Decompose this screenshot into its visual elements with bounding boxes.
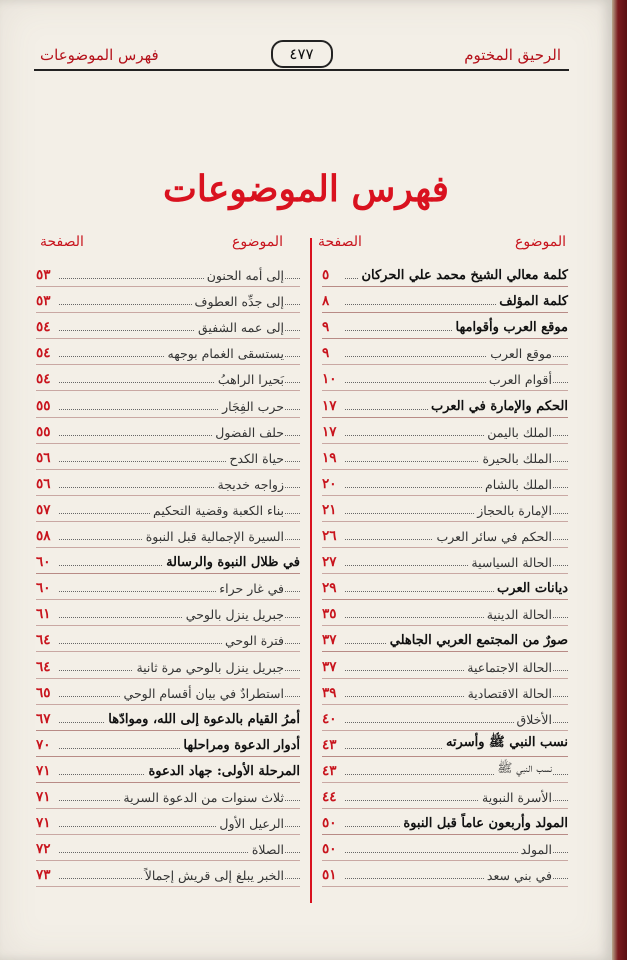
toc-entry-title: الحكم في سائر العرب (433, 529, 552, 544)
toc-entry-title: الملك بالحيرة (479, 451, 552, 466)
toc-entry-page: ٧١ (36, 789, 58, 805)
toc-entry-page: ٤٤ (322, 789, 344, 805)
toc-entry-title: أمرُ القيام بالدعوة إلى الله، وموادّها (105, 712, 300, 727)
toc-entry-page: ٥٧ (36, 502, 58, 518)
toc-entry (322, 314, 568, 340)
toc-entry-page: ١٧ (322, 398, 344, 414)
toc-entry-title: إلى عمه الشفيق (195, 320, 284, 335)
row-rule (36, 860, 300, 861)
toc-entry-title: المرحلة الأولى: جهاد الدعوة (145, 764, 300, 779)
page-number: ٤٧٧ (271, 40, 333, 68)
toc-entry-title: المولد وأربعون عاماً قبل النبوة (400, 816, 568, 831)
row-rule (36, 417, 300, 418)
toc-entry (322, 862, 568, 888)
row-rule (36, 625, 300, 626)
toc-entry-page: ٥٦ (36, 476, 58, 492)
toc-entry (322, 575, 568, 601)
toc-entry (36, 419, 300, 445)
toc-entry-page: ٣٩ (322, 685, 344, 701)
row-rule (322, 704, 568, 705)
toc-entry-title: الملك بالشام (482, 477, 552, 492)
running-header (34, 40, 569, 74)
toc-entry-page: ٥٥ (36, 424, 58, 440)
toc-entry-page: ١٧ (322, 424, 344, 440)
toc-entry (322, 732, 568, 758)
row-rule (36, 756, 300, 757)
toc-entry-title: بَحيرا الراهبُ (215, 372, 284, 387)
left-page-header: الصفحة (40, 234, 84, 250)
toc-entry-title: الحالة الاجتماعية (464, 660, 552, 675)
toc-entry-page: ٥٣ (36, 293, 58, 309)
toc-entry (322, 497, 568, 523)
row-rule (36, 704, 300, 705)
toc-entry-title: إلى جدِّه العطوف (192, 294, 284, 309)
toc-entry-title: فترة الوحي (222, 633, 284, 648)
toc-entry-page: ٩ (322, 319, 344, 335)
toc-entry-page: ٢٧ (322, 554, 344, 570)
toc-entry-title: الإمارة بالحجاز (474, 503, 552, 518)
toc-entry-title: الملك باليمن (484, 425, 552, 440)
page-title: فهرس الموضوعات (162, 168, 450, 210)
left-topic-header: الموضوع (232, 234, 283, 250)
row-rule (36, 547, 300, 548)
row-rule (322, 651, 568, 652)
toc-entry-page: ٨ (322, 293, 344, 309)
toc-entry-title: في بني سعد (484, 868, 552, 883)
toc-entry-title: إلى أمه الحنون (204, 268, 284, 283)
toc-entry (322, 445, 568, 471)
toc-entry-title: استطرادٌ في بيان أقسام الوحي (121, 686, 284, 701)
row-rule (322, 312, 568, 313)
toc-entry-title: الأخلاق (514, 712, 553, 727)
toc-entry (36, 862, 300, 888)
toc-entry-title: الأسرة النبوية (479, 790, 552, 805)
toc-entry (36, 784, 300, 810)
row-rule (36, 678, 300, 679)
toc-entry-page: ٥ (322, 267, 344, 283)
book-edge (612, 0, 627, 960)
toc-entry-title: زواجه خديجة (215, 477, 285, 492)
row-rule (36, 651, 300, 652)
toc-entry-page: ٥٣ (36, 267, 58, 283)
toc-entry (36, 836, 300, 862)
toc-entry (322, 627, 568, 653)
row-rule (36, 495, 300, 496)
row-rule (322, 338, 568, 339)
row-rule (322, 286, 568, 287)
toc-entry (322, 810, 568, 836)
row-rule (36, 469, 300, 470)
toc-entry (322, 706, 568, 732)
toc-entry (36, 471, 300, 497)
toc-entry-title: حرب الفِجَار (219, 399, 284, 414)
toc-entry-page: ٥٤ (36, 371, 58, 387)
toc-entry-page: ١٩ (322, 450, 344, 466)
toc-entry-page: ٥٦ (36, 450, 58, 466)
row-rule (322, 886, 568, 887)
right-page-header: الصفحة (318, 234, 362, 250)
toc-entry (36, 288, 300, 314)
toc-entry-title: ثلاث سنوات من الدعوة السرية (120, 790, 284, 805)
row-rule (322, 417, 568, 418)
toc-entry-title: السيرة الإجمالية قبل النبوة (143, 529, 284, 544)
toc-entry (36, 810, 300, 836)
row-rule (322, 495, 568, 496)
toc-entry-page: ٢٦ (322, 528, 344, 544)
toc-entry (322, 392, 568, 418)
row-rule (36, 312, 300, 313)
header-rule (34, 69, 569, 71)
toc-entry (36, 653, 300, 679)
toc-entry-title: جبريل ينزل بالوحي (183, 607, 284, 622)
toc-entry-page: ٦٤ (36, 632, 58, 648)
row-rule (36, 521, 300, 522)
row-rule (36, 364, 300, 365)
toc-entry-page: ٦٧ (36, 711, 58, 727)
row-rule (36, 338, 300, 339)
row-rule (322, 521, 568, 522)
row-rule (36, 886, 300, 887)
toc-entry-title: يستسقى الغمام بوجهه (165, 346, 284, 361)
toc-entry (36, 340, 300, 366)
toc-entry (36, 549, 300, 575)
toc-right-column (322, 262, 568, 888)
toc-entry-page: ٥٤ (36, 345, 58, 361)
toc-entry-title: جبريل ينزل بالوحي مرة ثانية (133, 660, 284, 675)
toc-entry (322, 549, 568, 575)
toc-entry-page: ١٠ (322, 371, 344, 387)
toc-entry-page: ٦٠ (36, 580, 58, 596)
toc-entry-page: ٦٤ (36, 659, 58, 675)
row-rule (322, 678, 568, 679)
toc-entry-title: الرعيل الأول (216, 816, 284, 831)
toc-entry-title: الحكم والإمارة في العرب (428, 399, 568, 414)
toc-entry (36, 680, 300, 706)
toc-entry-page: ٧١ (36, 815, 58, 831)
toc-entry (322, 523, 568, 549)
toc-entry-title: الحالة الدينية (484, 607, 552, 622)
toc-entry (322, 758, 568, 784)
toc-entry (322, 784, 568, 810)
toc-entry (36, 445, 300, 471)
toc-entry (322, 653, 568, 679)
row-rule (322, 469, 568, 470)
toc-entry (36, 601, 300, 627)
row-rule (322, 390, 568, 391)
toc-entry-page: ٧٠ (36, 737, 58, 753)
toc-entry (322, 836, 568, 862)
book-title: الرحيق المختوم (464, 46, 561, 64)
section-title: فهرس الموضوعات (40, 46, 159, 64)
toc-entry-page: ٣٥ (322, 606, 344, 622)
toc-entry-page: ٩ (322, 345, 344, 361)
toc-entry-page: ٧٢ (36, 841, 58, 857)
row-rule (36, 730, 300, 731)
row-rule (322, 756, 568, 757)
toc-entry-page: ٤٣ (322, 737, 344, 753)
toc-entry-page: ٦١ (36, 606, 58, 622)
toc-entry (36, 732, 300, 758)
row-rule (36, 599, 300, 600)
toc-entry-title: الخبر يبلغ إلى قريش إجمالاً (142, 868, 284, 883)
toc-entry-page: ٥٨ (36, 528, 58, 544)
toc-entry-page: ٥٤ (36, 319, 58, 335)
toc-entry-title: نسب النبي ﷺ (494, 760, 552, 779)
row-rule (322, 443, 568, 444)
toc-entry-page: ٥٠ (322, 841, 344, 857)
toc-entry-page: ٢١ (322, 502, 344, 518)
row-rule (36, 390, 300, 391)
toc-entry-title: كلمة معالي الشيخ محمد علي الحركان (358, 268, 568, 283)
toc-entry-page: ٦٥ (36, 685, 58, 701)
toc-entry (322, 680, 568, 706)
toc-entry-title: أدوار الدعوة ومراحلها (180, 738, 300, 753)
toc-entry-page: ٣٧ (322, 659, 344, 675)
toc-entry-title: ديانات العرب (494, 581, 568, 596)
toc-entry (36, 706, 300, 732)
toc-entry (322, 262, 568, 288)
toc-entry (36, 497, 300, 523)
toc-entry (36, 392, 300, 418)
toc-entry-title: حلف الفضول (212, 425, 284, 440)
toc-entry-page: ٤٣ (322, 763, 344, 779)
toc-entry-page: ٧١ (36, 763, 58, 779)
row-rule (322, 782, 568, 783)
row-rule (36, 782, 300, 783)
row-rule (36, 573, 300, 574)
toc-entry-title: أقوام العرب (486, 372, 552, 387)
toc-left-column (36, 262, 300, 888)
toc-entry (322, 471, 568, 497)
toc-entry-page: ٦٠ (36, 554, 58, 570)
row-rule (322, 599, 568, 600)
row-rule (36, 443, 300, 444)
toc-entry-page: ٤٠ (322, 711, 344, 727)
row-rule (322, 364, 568, 365)
toc-entry-page: ٧٣ (36, 867, 58, 883)
row-rule (322, 730, 568, 731)
toc-entry-title: نسب النبي ﷺ وأسرته (443, 734, 568, 753)
toc-entry (36, 314, 300, 340)
row-rule (36, 808, 300, 809)
toc-entry (322, 340, 568, 366)
toc-entry-title: صورٌ من المجتمع العربي الجاهلي (387, 633, 568, 648)
row-rule (36, 834, 300, 835)
row-rule (322, 547, 568, 548)
toc-entry (322, 601, 568, 627)
row-rule (322, 860, 568, 861)
toc-entry-page: ٥١ (322, 867, 344, 883)
right-topic-header: الموضوع (515, 234, 566, 250)
toc-entry-title: في ظلال النبوة والرسالة (163, 555, 300, 570)
toc-entry (36, 523, 300, 549)
row-rule (322, 573, 568, 574)
toc-entry (36, 575, 300, 601)
toc-entry-title: حياة الكدح (226, 451, 284, 466)
row-rule (322, 625, 568, 626)
toc-entry-title: المولد (518, 842, 552, 857)
toc-entry-page: ٥٠ (322, 815, 344, 831)
toc-entry (36, 758, 300, 784)
toc-entry-title: موقع العرب (487, 346, 552, 361)
row-rule (36, 286, 300, 287)
row-rule (322, 808, 568, 809)
toc-entry-title: كلمة المؤلف (496, 294, 568, 309)
column-divider (310, 238, 312, 903)
toc-entry (322, 366, 568, 392)
toc-entry-title: الصلاة (249, 842, 284, 857)
row-rule (322, 834, 568, 835)
toc-entry (322, 419, 568, 445)
toc-entry-page: ٢٠ (322, 476, 344, 492)
toc-entry-title: بناء الكعبة وقضية التحكيم (150, 503, 284, 518)
toc-entry-page: ٢٩ (322, 580, 344, 596)
toc-entry-title: في غار حراء (216, 581, 284, 596)
toc-entry (36, 366, 300, 392)
toc-entry-page: ٣٧ (322, 632, 344, 648)
toc-entry-title: الحالة السياسية (468, 555, 552, 570)
toc-entry-title: الحالة الاقتصادية (465, 686, 552, 701)
toc-entry-title: موقع العرب وأقوامها (453, 320, 568, 335)
toc-entry-page: ٥٥ (36, 398, 58, 414)
toc-entry (36, 262, 300, 288)
toc-entry (36, 627, 300, 653)
toc-entry (322, 288, 568, 314)
